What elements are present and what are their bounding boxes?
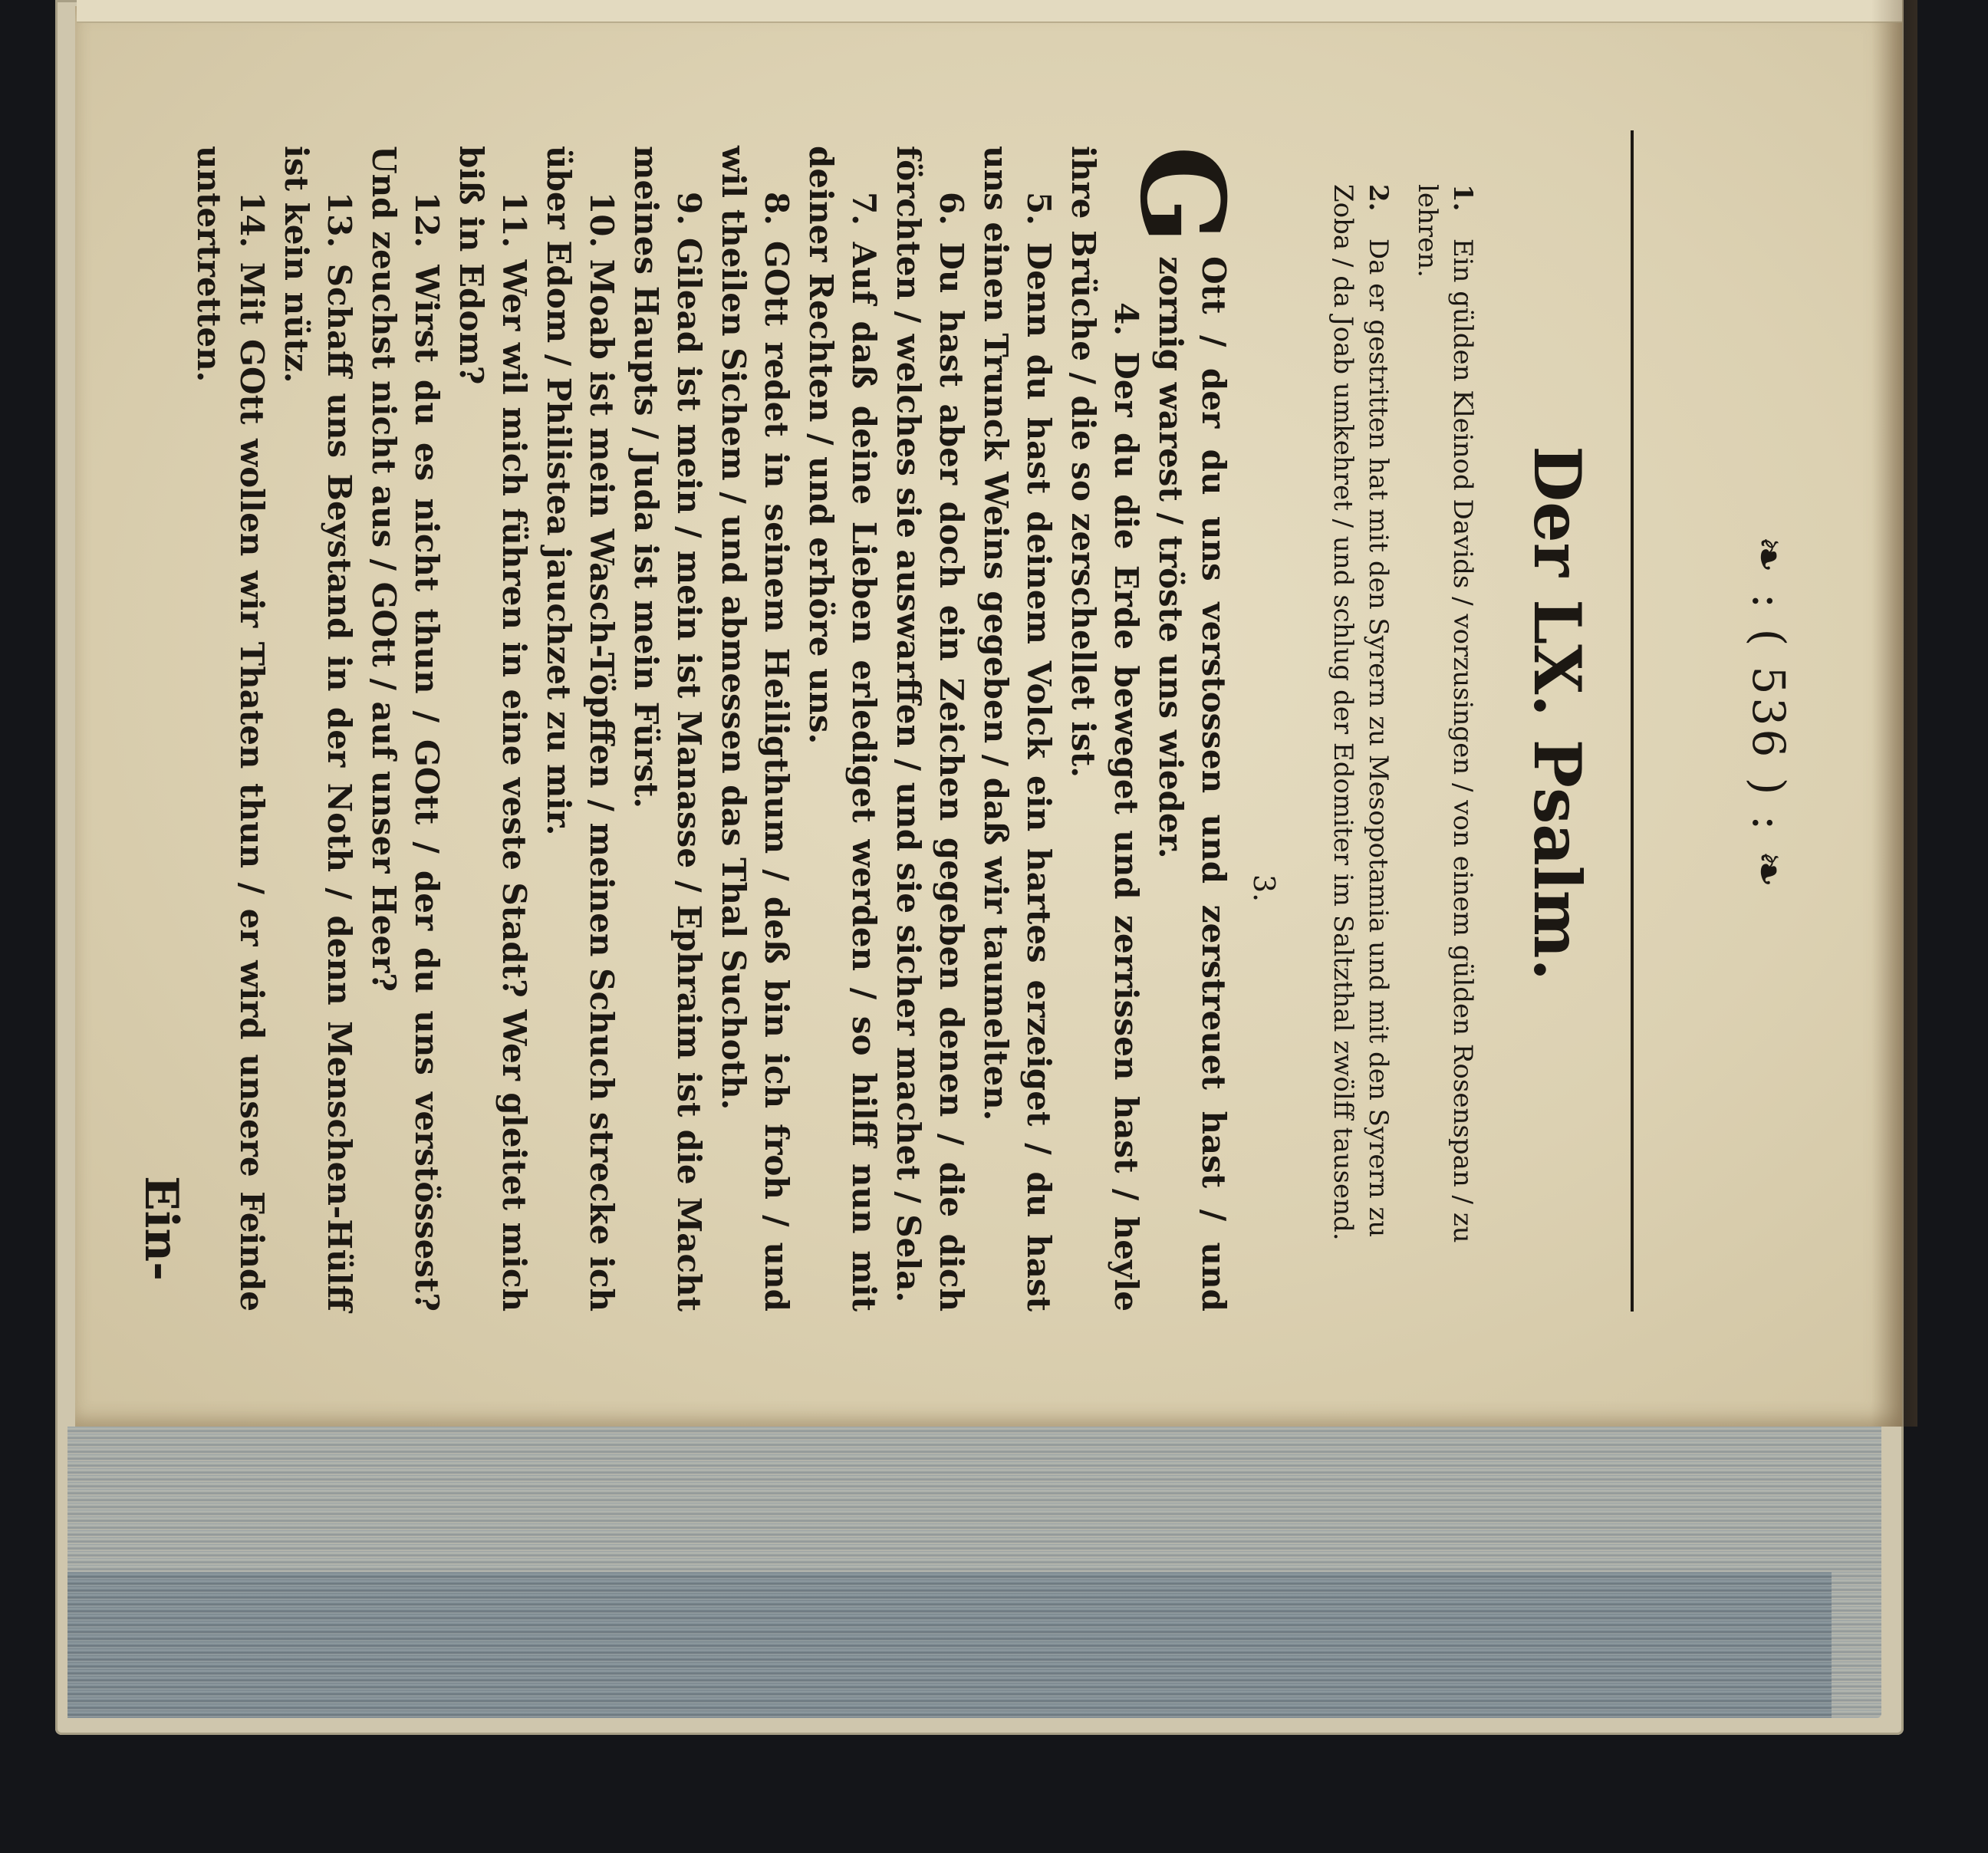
- verse-text: Ott / der du uns verstossen und zerstreuet hast / und zornig warest / tröste uns wieder.: [1152, 256, 1233, 1312]
- intro-number: 1.: [1447, 184, 1478, 212]
- verse-number: 10.: [583, 192, 620, 248]
- verse-number: 7.: [845, 192, 883, 225]
- verse-text: Auf daß deine Lieben erlediget werden / so hilff nun mit deiner Rechten / und erhöre uns.: [802, 146, 883, 1312]
- intro-text: Da er gestritten hat mit den Syrern zu Mesopotamia und mit den Syrern zu Zoba / da Joab umkehret / und schlug der Edomiter im Saltzthal zwölff tausend.: [1328, 184, 1394, 1241]
- verse: [1061, 146, 1147, 1312]
- verse: [1114, 146, 1249, 1312]
- verse-number: 4.: [1108, 302, 1145, 336]
- verse: [362, 146, 448, 1312]
- drop-capital: G: [1114, 146, 1249, 245]
- verse-number: 8.: [758, 192, 795, 225]
- verse-number: 6.: [933, 192, 970, 225]
- page-number-header: ❧ : ( 536 ) : ❧: [1743, 535, 1795, 891]
- verse: [712, 146, 798, 1312]
- verse: [537, 146, 623, 1312]
- verse-text: Der du die Erde beweget und zerrissen hast / heyle ihre Brüche / die so zerschellet ist.: [1065, 146, 1145, 1312]
- catchword: Ein-: [134, 1175, 188, 1281]
- verse-text: Gilead ist mein / mein ist Manasse / Ephraim ist die Macht meines Haupts / Juda ist mein Fürst.: [627, 146, 708, 1312]
- verse: [974, 146, 1060, 1312]
- verse-text: GOtt redet in seinem Heiligthum / deß bin ich froh / und wil theilen Sichem / und abmessen das Thal Suchoth.: [715, 146, 795, 1312]
- verse: [449, 146, 535, 1312]
- verse-text: Moab ist mein Wasch-Töpffen / meinen Schuch strecke ich über Edom / Philistea jauchzet zu mir.: [540, 146, 620, 1312]
- verse-number: 9.: [670, 192, 708, 225]
- verse-number: 5.: [1020, 192, 1058, 225]
- intro-line-1: [1410, 184, 1480, 1258]
- verse-text: Wer wil mich führen in eine veste Stadt? Wer gleitet mich biß in Edom?: [453, 146, 533, 1312]
- verse: [799, 146, 885, 1312]
- printed-text-block: [115, 100, 1841, 1327]
- verse-text: Mit GOtt wollen wir Thaten thun / er wird unsere Feinde untertretten.: [190, 146, 271, 1312]
- intro-line-2: [1325, 184, 1396, 1258]
- facing-page-edge: [77, 0, 1902, 23]
- verse-marker: 3.: [1247, 874, 1281, 903]
- verse-text: Schaff uns Beystand in der Noth / denn Menschen-Hülff ist kein nütz.: [278, 146, 358, 1312]
- verse: [887, 146, 973, 1312]
- verse-number: 14.: [233, 192, 271, 248]
- verse: [275, 146, 360, 1312]
- verse-number: 13.: [321, 192, 358, 248]
- page-edges-lower: [67, 1572, 1832, 1718]
- verse: [187, 146, 273, 1312]
- verse-text: Wirst du es nicht thun / GOtt / der du uns verstössest? Und zeuchst nicht aus / GOtt / auf unser Heer?: [365, 146, 446, 1312]
- intro-number: 2.: [1363, 184, 1394, 212]
- psalm-title: Der LX. Psalm.: [1519, 446, 1595, 981]
- verse-number: 12.: [408, 192, 446, 248]
- verse-text: Denn du hast deinem Volck ein hartes erzeiget / du hast uns einen Trunck Weins gegeben / daß wir taumelten.: [977, 146, 1058, 1312]
- book-gutter: [1871, 0, 1917, 1427]
- verse: [624, 146, 710, 1312]
- verse-number: 11.: [495, 192, 533, 248]
- psalm-body: [186, 146, 1249, 1312]
- header-rule: [1631, 130, 1634, 1312]
- intro-text: Ein gülden Kleinod Davids / vorzusingen / von einem gülden Rosenspan / zu lehren.: [1412, 184, 1478, 1243]
- verse-text: Du hast aber doch ein Zeichen gegeben denen / die dich förchten / welches sie auswarffen / und sie sicher machet / Sela.: [890, 146, 970, 1312]
